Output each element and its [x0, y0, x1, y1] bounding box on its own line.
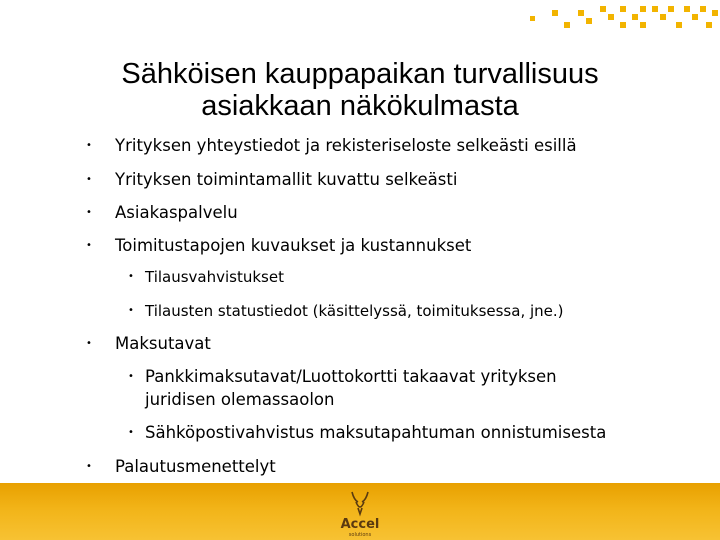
bullet-returns: Palautusmenettelyt: [115, 457, 276, 476]
svg-text:solutions: solutions: [348, 532, 372, 538]
accel-logo: [330, 488, 390, 538]
sub-bullet-icon: •: [128, 271, 134, 282]
bullet-icon: •: [86, 461, 92, 472]
sub-bullet-order-status: Tilausten statustiedot (käsittelyssä, toimituksessa, jne.): [145, 302, 564, 320]
bullet-contact-info: Yrityksen yhteystiedot ja rekisteriseloste selkeästi esillä: [115, 136, 577, 155]
sub-bullet-bank-payment-line1: Pankkimaksutavat/Luottokortti takaavat yrityksen: [145, 367, 557, 386]
bullet-icon: •: [86, 240, 92, 251]
bullet-icon: •: [86, 140, 92, 151]
bullet-payment-methods: Maksutavat: [115, 334, 211, 353]
bullet-icon: •: [86, 207, 92, 218]
bullet-icon: •: [86, 338, 92, 349]
bullet-operating-models: Yrityksen toimintamallit kuvattu selkeästi: [115, 170, 458, 189]
decorative-squares: [520, 0, 720, 40]
bullet-icon: •: [86, 174, 92, 185]
sub-bullet-icon: •: [128, 371, 134, 382]
sub-bullet-order-confirmation: Tilausvahvistukset: [145, 268, 284, 286]
bullet-customer-service: Asiakaspalvelu: [115, 203, 238, 222]
sub-bullet-bank-payment-line2: juridisen olemassaolon: [145, 390, 335, 409]
svg-text:Accel: Accel: [340, 517, 380, 532]
sub-bullet-icon: •: [128, 305, 134, 316]
slide-title-line2: asiakkaan näkökulmasta: [201, 90, 519, 122]
sub-bullet-icon: •: [128, 427, 134, 438]
slide-title-line1: Sähköisen kauppapaikan turvallisuus: [121, 58, 599, 90]
bullet-delivery: Toimitustapojen kuvaukset ja kustannukset: [115, 236, 472, 255]
sub-bullet-email-confirmation: Sähköpostivahvistus maksutapahtuman onnistumisesta: [145, 423, 607, 442]
